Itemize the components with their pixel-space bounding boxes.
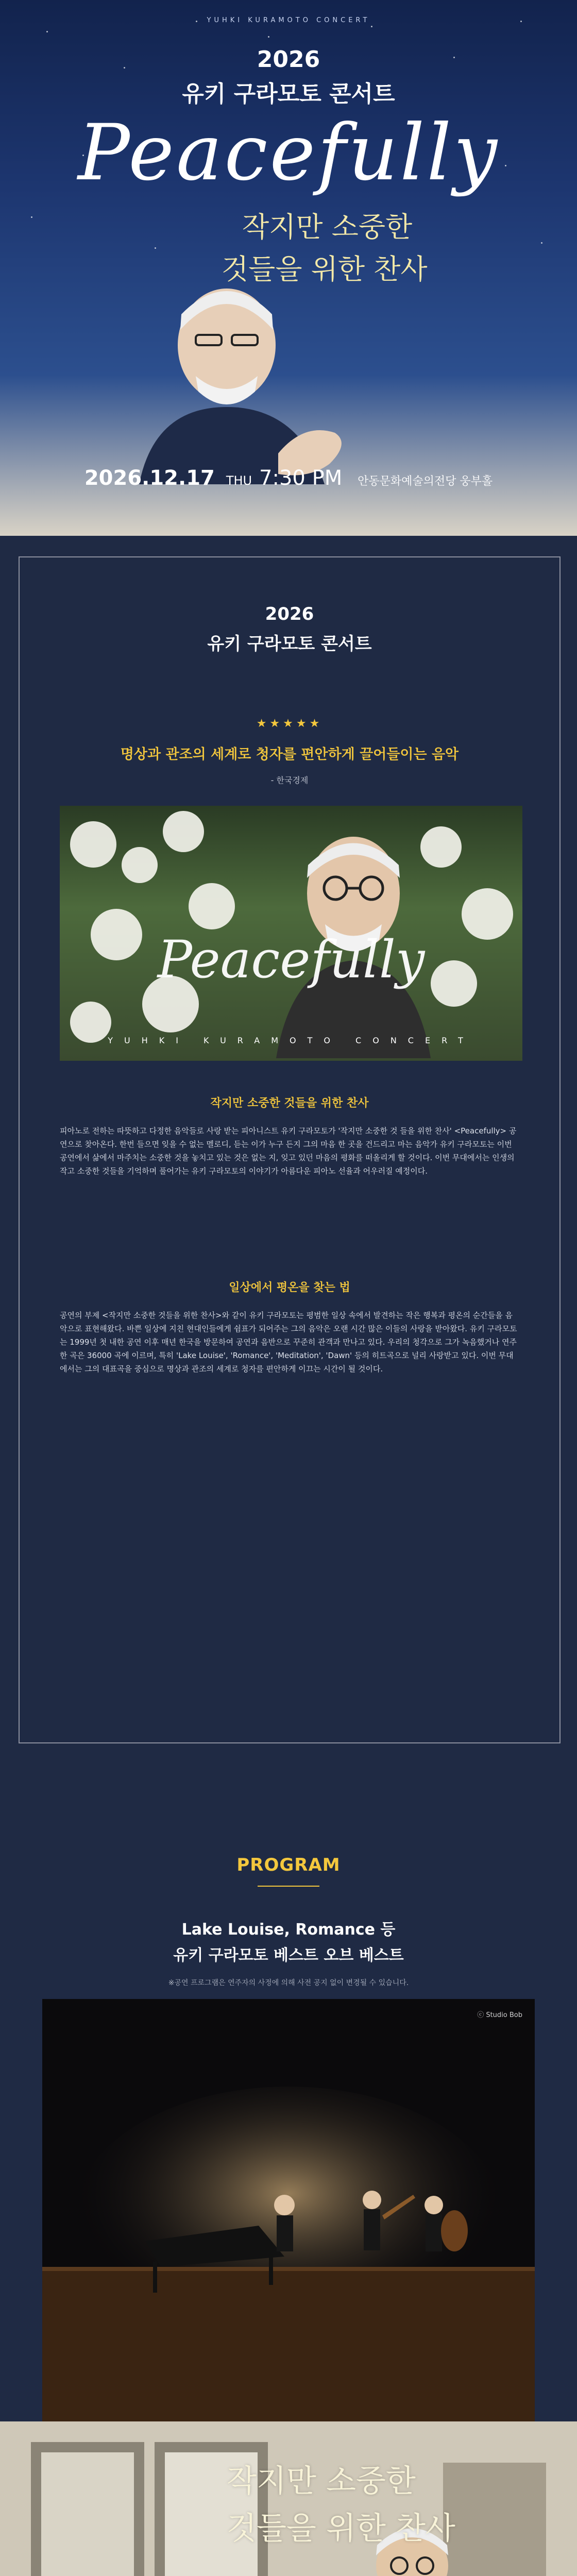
doors-phrase: [227, 2458, 455, 2552]
concert-stage-photo: [42, 1999, 535, 2463]
pianist-flowers-photo: [60, 806, 522, 1061]
program-title-line2: 유키 구라모토 베스트 오브 베스트: [173, 1946, 404, 1964]
doors-phrase-line1: 작지만 소중한: [227, 2463, 416, 2499]
pianist-portrait: [108, 268, 397, 484]
review-source: - 한국경제: [270, 775, 309, 785]
hero-subtitle: YUHKI KURAMOTO CONCERT: [207, 16, 370, 24]
hero-script-title: Peacefully: [78, 108, 499, 198]
hero-year: 2026: [257, 46, 320, 73]
concert-info-box: [19, 556, 561, 1743]
program-underline: [258, 1886, 319, 1887]
hero-date: 2026.12.17: [84, 466, 215, 490]
hero-phrase-line1: 작지만 소중한: [242, 211, 413, 243]
hero-time: 7:30 PM: [259, 466, 343, 490]
stage-photo-credit: ⓒ Studio Bob: [477, 2011, 522, 2019]
photo-script-title: Peacefully: [157, 929, 425, 990]
info-year: 2026: [265, 604, 314, 624]
rating-stars: ★★★★★: [256, 717, 323, 730]
section2-heading: 일상에서 평온을 찾는 법: [229, 1281, 350, 1294]
section1-heading: 작지만 소중한 것들을 위한 찬사: [210, 1097, 369, 1110]
program-title-line1: Lake Louise, Romance 등: [181, 1921, 396, 1939]
hero-date-venue: [0, 466, 577, 490]
info-title: 유키 구라모토 콘서트: [207, 634, 372, 654]
stage-illustration: [42, 1999, 535, 2463]
hero-phrase-line2: 것들을 위한 찬사: [222, 253, 428, 285]
section2-body: 공연의 부제 <작지만 소중한 것들을 위한 찬사>와 같이 유키 구라모토는 평범한 일상 속에서 발견하는 작은 행복과 평온의 순간들을 음악으로 표현해왔다. 바쁜 일상에 지친 현대인들에게 쉼표가 되어주는 그의 음악은 오랜 시간 많은 이들의 사랑을 받아왔다. 유키 구라모토는 1999년 첫 내한 공연 이후 매년 한국을 방문하여 공연과 음반으로 꾸준히 관객과 만나고 있다. 우리의 청각으로 그가 녹음했거나 연주한 곡은 36000 곡에 이르며, 특히 'Lake Louise', 'Romance', 'Meditation', 'Dawn' 등의 히트곡으로 널리 사랑받고 있다. 이번 무대에서는 그의 대표곡을 중심으로 명상과 관조의 세계로 청자를 편안하게 이끄는 시간이 될 것이다.: [60, 1311, 517, 1374]
pianist-door-photo: [0, 2421, 577, 2576]
hero-title: 유키 구라모토 콘서트: [182, 81, 395, 107]
photo-subtitle: YUHKI KURAMOTO CONCERT: [108, 1036, 474, 1045]
hero-venue: 안동문화예술의전당 웅부홀: [358, 475, 493, 488]
doors-phrase-line2: 것들을 위한 찬사: [227, 2511, 455, 2547]
program-heading: PROGRAM: [236, 1855, 341, 1875]
review-quote: 명상과 관조의 세계로 청자를 편안하게 끌어들이는 음악: [120, 747, 459, 762]
hero-day: THU: [226, 473, 252, 488]
program-note: ※공연 프로그램은 연주자의 사정에 의해 사전 공지 없이 변경될 수 있습니다.: [168, 1979, 409, 1987]
hero-poster: [0, 0, 577, 536]
section1-body: 피아노로 전하는 따뜻하고 다정한 음악들로 사랑 받는 피아니스트 유키 구라모토가 '작지만 소중한 것 들을 위한 찬사' <Peacefully> 공연으로 찾아온다. 한번 들으면 잊을 수 없는 멜로디, 듣는 이가 누구 든지 그의 마음 한 곳을 건드리고 마는 음악가 유키 구라모토는 이번 공연에서 삶에서 마주치는 소중한 것을 놓치고 있는 것은 없는 지, 잊고 있던 마음의 평화를 떠올리게 할 것이다. 이번 무대에서는 인생의 작고 소중한 것들을 기억하며 풀어가는 유키 구라모토의 이야기가 아름다운 피아노 선율과 어우러질 예정이다.: [60, 1126, 517, 1176]
